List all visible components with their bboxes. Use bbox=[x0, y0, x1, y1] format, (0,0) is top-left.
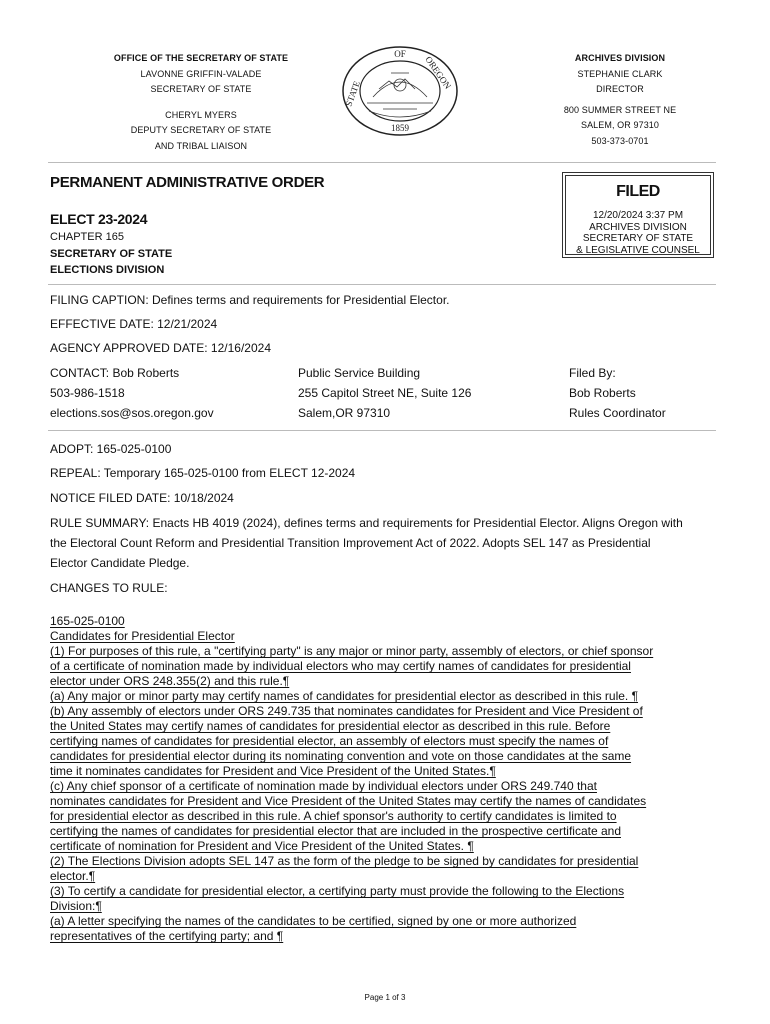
contact-column bbox=[50, 363, 214, 423]
contact-divider bbox=[48, 430, 716, 431]
filed-line2: SECRETARY OF STATE bbox=[582, 233, 694, 244]
changes-to-rule: CHANGES TO RULE: bbox=[50, 581, 168, 595]
rule-line: (a) Any major or minor party may certify names of candidates for presidential elector as described in this rule. ¶ bbox=[50, 689, 639, 703]
rule-line: nominates candidates for President and Vice President of the United States may certify the names of candidates bbox=[50, 794, 647, 808]
building-name: Public Service Building bbox=[298, 366, 421, 380]
archives-division: ARCHIVES DIVISION bbox=[574, 53, 666, 63]
order-heading: PERMANENT ADMINISTRATIVE ORDER bbox=[50, 174, 325, 191]
filed-datetime: 12/20/2024 3:37 PM bbox=[592, 210, 684, 221]
filed-by-name: Bob Roberts bbox=[569, 386, 636, 400]
seal-year-text: 1859 bbox=[391, 123, 409, 133]
order-agency: SECRETARY OF STATE bbox=[50, 248, 173, 260]
contact-email: elections.sos@sos.oregon.gov bbox=[50, 406, 214, 420]
rule-line: certifying names of candidates for presidential elector, an assembly of electors must specify the names of bbox=[50, 734, 609, 748]
rule-line: for presidential elector as described in this rule. A chief sponsor's authority to certify candidates is limited to bbox=[50, 809, 617, 823]
rule-line: candidates for presidential elector during its nominating convention and vote on those candidates at the same bbox=[50, 749, 632, 763]
order-division: ELECTIONS DIVISION bbox=[50, 264, 165, 276]
rule-body bbox=[50, 644, 720, 944]
filing-caption: FILING CAPTION: Defines terms and requirements for Presidential Elector. bbox=[50, 293, 450, 307]
effective-date: EFFECTIVE DATE: 12/21/2024 bbox=[50, 317, 218, 331]
rule-summary-line-1: RULE SUMMARY: Enacts HB 4019 (2024), defines terms and requirements for Presidential Elector. Aligns Oregon with bbox=[50, 516, 683, 530]
phone: 503-373-0701 bbox=[591, 135, 649, 146]
oregon-seal-icon bbox=[339, 45, 461, 137]
filed-by-column bbox=[569, 363, 666, 423]
filed-label: FILED bbox=[616, 183, 660, 200]
order-number: ELECT 23-2024 bbox=[50, 211, 148, 227]
filed-by-title: Rules Coordinator bbox=[569, 406, 666, 420]
rule-line: Division:¶ bbox=[50, 899, 102, 913]
deputy-title-2: AND TRIBAL LIAISON bbox=[154, 140, 248, 151]
rule-line: elector under ORS 248.355(2) and this rule.¶ bbox=[50, 674, 290, 688]
seal-left-text: STATE bbox=[343, 79, 362, 108]
rule-summary bbox=[50, 513, 683, 573]
rule-line: the United States may certify names of candidates for presidential elector as described in this rule. Before bbox=[50, 719, 611, 733]
contact-name: CONTACT: Bob Roberts bbox=[50, 366, 180, 380]
filed-line3: & LEGISLATIVE COUNSEL bbox=[576, 244, 700, 256]
secretary-title: SECRETARY OF STATE bbox=[150, 84, 252, 94]
header-left bbox=[90, 51, 312, 154]
rule-line: (3) To certify a candidate for presidential elector, a certifying party must provide the following to the Elections bbox=[50, 884, 625, 898]
page-number: Page 1 of 3 bbox=[364, 993, 406, 1002]
rule-line: (1) For purposes of this rule, a "certifying party" is any major or minor party, assembly of electors, or chief sponsor bbox=[50, 644, 654, 658]
director-name: STEPHANIE CLARK bbox=[577, 68, 663, 79]
rule-line: certificate of nomination for President and Vice President of the United States. ¶ bbox=[50, 839, 474, 853]
seal-right-text: OREGON bbox=[423, 54, 454, 91]
rule-line: (c) Any chief sponsor of a certificate of nomination made by individual electors under ORS 249.740 that bbox=[50, 779, 597, 793]
order-divider bbox=[48, 284, 716, 285]
seal-top-text: OF bbox=[394, 49, 406, 59]
rule-summary-line-3: Elector Candidate Pledge. bbox=[50, 556, 190, 570]
notice-line: NOTICE FILED DATE: 10/18/2024 bbox=[50, 491, 234, 505]
office-name: OFFICE OF THE SECRETARY OF STATE bbox=[113, 53, 289, 63]
header-right bbox=[520, 51, 720, 149]
repeal-line: REPEAL: Temporary 165-025-0100 from ELECT 12-2024 bbox=[50, 466, 356, 480]
filed-by-label: Filed By: bbox=[569, 366, 616, 380]
contact-phone: 503-986-1518 bbox=[50, 386, 125, 400]
rule-line: elector.¶ bbox=[50, 869, 96, 883]
filed-line1: ARCHIVES DIVISION bbox=[589, 221, 687, 233]
building-column bbox=[298, 363, 471, 423]
building-city: Salem,OR 97310 bbox=[298, 406, 391, 420]
rule-number: 165-025-0100 bbox=[50, 614, 125, 628]
rule-line: certifying the names of candidates for presidential elector that are included in the prospective certificate and bbox=[50, 824, 621, 838]
deputy-name: CHERYL MYERS bbox=[165, 109, 237, 120]
rule-line: (a) A letter specifying the names of the candidates to be certified, signed by one or more authorized bbox=[50, 914, 577, 928]
rule-line: of a certificate of nomination made by individual electors who may certify names of candidates for presidential bbox=[50, 659, 631, 673]
filed-stamp bbox=[562, 172, 714, 258]
secretary-name: LAVONNE GRIFFIN-VALADE bbox=[140, 68, 262, 79]
director-title: DIRECTOR bbox=[596, 84, 644, 94]
deputy-title: DEPUTY SECRETARY OF STATE bbox=[130, 125, 272, 135]
address-street: 800 SUMMER STREET NE bbox=[563, 104, 677, 115]
building-street: 255 Capitol Street NE, Suite 126 bbox=[298, 386, 472, 400]
header-divider bbox=[48, 162, 716, 163]
agency-approved-date: AGENCY APPROVED DATE: 12/16/2024 bbox=[50, 341, 271, 355]
order-chapter: CHAPTER 165 bbox=[50, 231, 124, 243]
rule-line: representatives of the certifying party; and ¶ bbox=[50, 929, 284, 943]
address-city: SALEM, OR 97310 bbox=[580, 120, 660, 130]
rule-line: time it nominates candidates for President and Vice President of the United States.¶ bbox=[50, 764, 496, 778]
rule-line: (b) Any assembly of electors under ORS 249.735 that nominates candidates for President and Vice President of bbox=[50, 704, 643, 718]
rule-line: (2) The Elections Division adopts SEL 147 as the form of the pledge to be signed by candidates for presidential bbox=[50, 854, 639, 868]
rule-summary-line-2: the Electoral Count Reform and Presidential Transition Improvement Act of 2022. Adopts SEL 147 as Presidential bbox=[50, 536, 651, 550]
rule-title: Candidates for Presidential Elector bbox=[50, 629, 235, 643]
adopt-line: ADOPT: 165-025-0100 bbox=[50, 442, 172, 456]
